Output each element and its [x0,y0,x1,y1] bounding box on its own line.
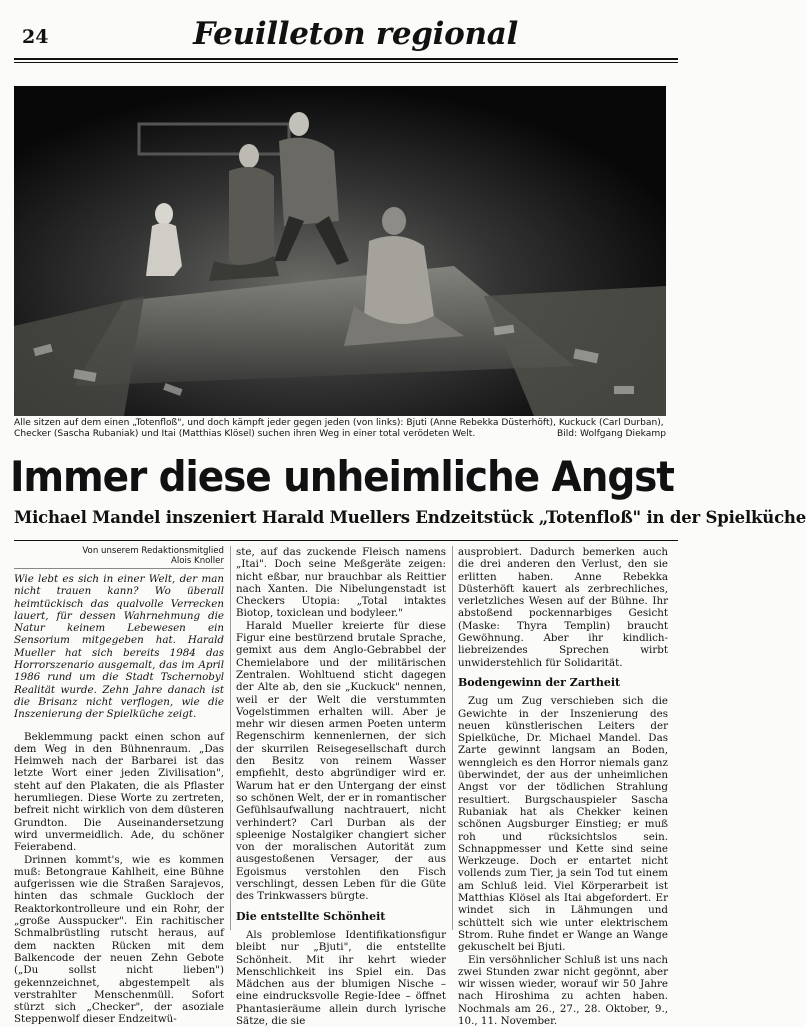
column-divider [230,546,231,930]
photo-caption-text: Alle sitzen auf dem einen „Totenfloß", und doch kämpft jeder gegen jeden (von links): Bjuti (Anne Rebekka Düsterhöft), Kuckuck (Carl Durban), Checker (Sascha Rubaniak) und Itai (Matthias Klösel) suchen ihren Weg in einer total verödeten Welt. [14,418,664,439]
article-lead: Wie lebt es sich in einer Welt, der man nicht trauen kann? Wo überall heimtückisch das qualvolle Verrecken lauert, für dessen Wahrnehmung die Natur keinem Lebewesen ein Sensorium mitgegeben hat. Harald Mueller hat sich bereits 1984 das Horrorszenario ausgemalt, das im April 1986 rund um die Stadt Tschernobyl Realität wurde. Zehn Jahre danach ist die Brisanz nicht verflogen, wie die Inszenierung der Spielküche zeigt. [14,573,224,721]
paragraph: Ein versöhnlicher Schluß ist uns nach zwei Stunden zwar nicht gegönnt, aber wir wissen wieder, worauf wir 50 Jahre nach Hiroshima zu achten haben. Nochmals am 26., 27., 28. Oktober, 9., 10., 11. November. [458,954,668,1027]
paragraph: ausprobiert. Dadurch bemerken auch die drei anderen den Verlust, den sie erlitten haben. Anne Rebekka Düsterhöft kauert als zerbrechliches, verletzliches Wesen auf der Bühne. Ihr abstoßend pockennarbiges Gesicht (Maske: Thyra Templin) braucht Gewöhnung. Aber ihr kindlich-liebreizendes Sprechen wirbt unwiderstehlich für Solidarität. [458,546,668,669]
article-column-3 [458,546,668,1027]
section-title: Feuilleton regional [193,16,518,52]
article-subheadline: Michael Mandel inszeniert Harald Muellers Endzeitstück „Totenfloß" in der Spielküche [14,508,806,527]
paragraph: ste, auf das zuckende Fleisch namens „Itai". Doch seine Meßgeräte zeigen: nicht eßbar, nur brauchbar als Reittier nach Xanten. Die Nibelungenstadt ist Checkers Utopia: „Total intaktes Biotop, toxiclean und bodyleer." [236,546,446,620]
article-column-2 [236,546,446,1027]
header-rule-thin [14,62,678,63]
paragraph: Drinnen kommt's, wie es kommen muß: Betongraue Kahlheit, eine Bühne aufgerissen wie die Straßen Sarajevos, hinten das schmale Guckloch der Reaktorkontrolleure und ein Rohr, der „große Ausspucker". Ein rachitischer Schmalbrüstling rutscht heraus, auf dem nackten Rücken mit dem Balkencode der neuen Zehn Gebote („Du sollst nicht lieben") gekennzeichnet, abgestempelt als verstrahlter Menschenmüll. Sofort stürzt sich „Checker", der asoziale Steppenwolf dieser Endzeitwü- [14,854,224,1026]
article-headline: Immer diese unheimliche Angst [10,452,674,501]
paragraph: Zug um Zug verschieben sich die Gewichte in der Inszenierung des neuen künstlerischen Leiters der Spielküche, Dr. Michael Mandel. Das Zarte gewinnt langsam an Boden, wenngleich es den Horror niemals ganz überwindet, der aus der unheimlichen Angst vor der tödlichen Strahlung resultiert. Burgschauspieler Sascha Rubaniak hat als Chekker keinen schönen Augsburger Einstieg; er muß roh und rücksichtslos sein. Schnappmesser und Kette sind seine Werkzeuge. Doch er entartet nicht vollends zum Tier, ja sein Tod tut einem am Schluß leid. Viel Körperarbeit ist Matthias Klösel als Itai abgefordert. Er windet sich in Lähmungen und schüttelt sich wie unter elektrischem Strom. Ruhe findet er Wange an Wange gekuschelt bei Bjuti. [458,695,668,953]
byline-label: Von unserem Redaktionsmitglied [14,546,224,556]
author-name: Alois Knoller [14,556,224,566]
header-rule [14,58,678,60]
paragraph: Harald Mueller kreierte für diese Figur eine bestürzend brutale Sprache, gemixt aus dem Anglo-Gebrabbel der Chemielabore und der militärischen Zentralen. Wohltuend sticht dagegen der Alte ab, den sie „Kuckuck" nennen, weil er der Welt die verstummten Vogelstimmen erhalten will. Aber je mehr wir diesen armen Poeten unterm Regenschirm kennenlernen, der sich der skurrilen Reisegesellschaft durch den Besitz von reinem Wasser empfiehlt, desto abgründiger wird er. Warum hat er den Untergang der einst so schönen Welt, der er in romantischer Gefühlsaufwallung nachtrauert, nicht verhindert? Carl Durban als der spleenige Nostalgiker changiert sicher von der moralischen Autorität zum ausgestoßenen Versager, der aus Egoismus verstohlen den Fisch verschlingt, dessen Leben für die Güte des Trinkwassers bürgte. [236,620,446,903]
subheadline-rule [14,540,678,541]
paragraph: Beklemmung packt einen schon auf dem Weg in den Bühnenraum. „Das Heimweh nach der Barbarei ist das letzte Wort einer jeden Zivilisation", steht auf den Plakaten, die als Pflaster herumliegen. Diese Worte zu zertreten, befreit nicht wirklich von dem düsteren Grundton. Die Auseinandersetzung wird unvermeidlich. Ade, du schöner Feierabend. [14,731,224,854]
column-divider [452,546,453,930]
stage-photo [14,86,666,416]
page-number: 24 [22,26,48,48]
byline [14,546,224,569]
paragraph: Als problemlose Identifikationsfigur bleibt nur „Bjuti", die entstellte Schönheit. Mit ihr kehrt wieder Menschlichkeit ins Spiel ein. Das Mädchen aus der blumigen Nische – eine eindrucksvolle Regie-Idee – öffnet Phantasieräume allein durch lyrische Sätze, die sie [236,929,446,1027]
section-subhead: Die entstellte Schönheit [236,911,446,923]
article-column-1 [14,546,224,1026]
photo-credit: Bild: Wolfgang Diekamp [557,429,666,440]
stage-photo-image [14,86,666,416]
photo-caption [14,418,666,440]
section-subhead: Bodengewinn der Zartheit [458,677,668,689]
page-header [14,14,678,56]
